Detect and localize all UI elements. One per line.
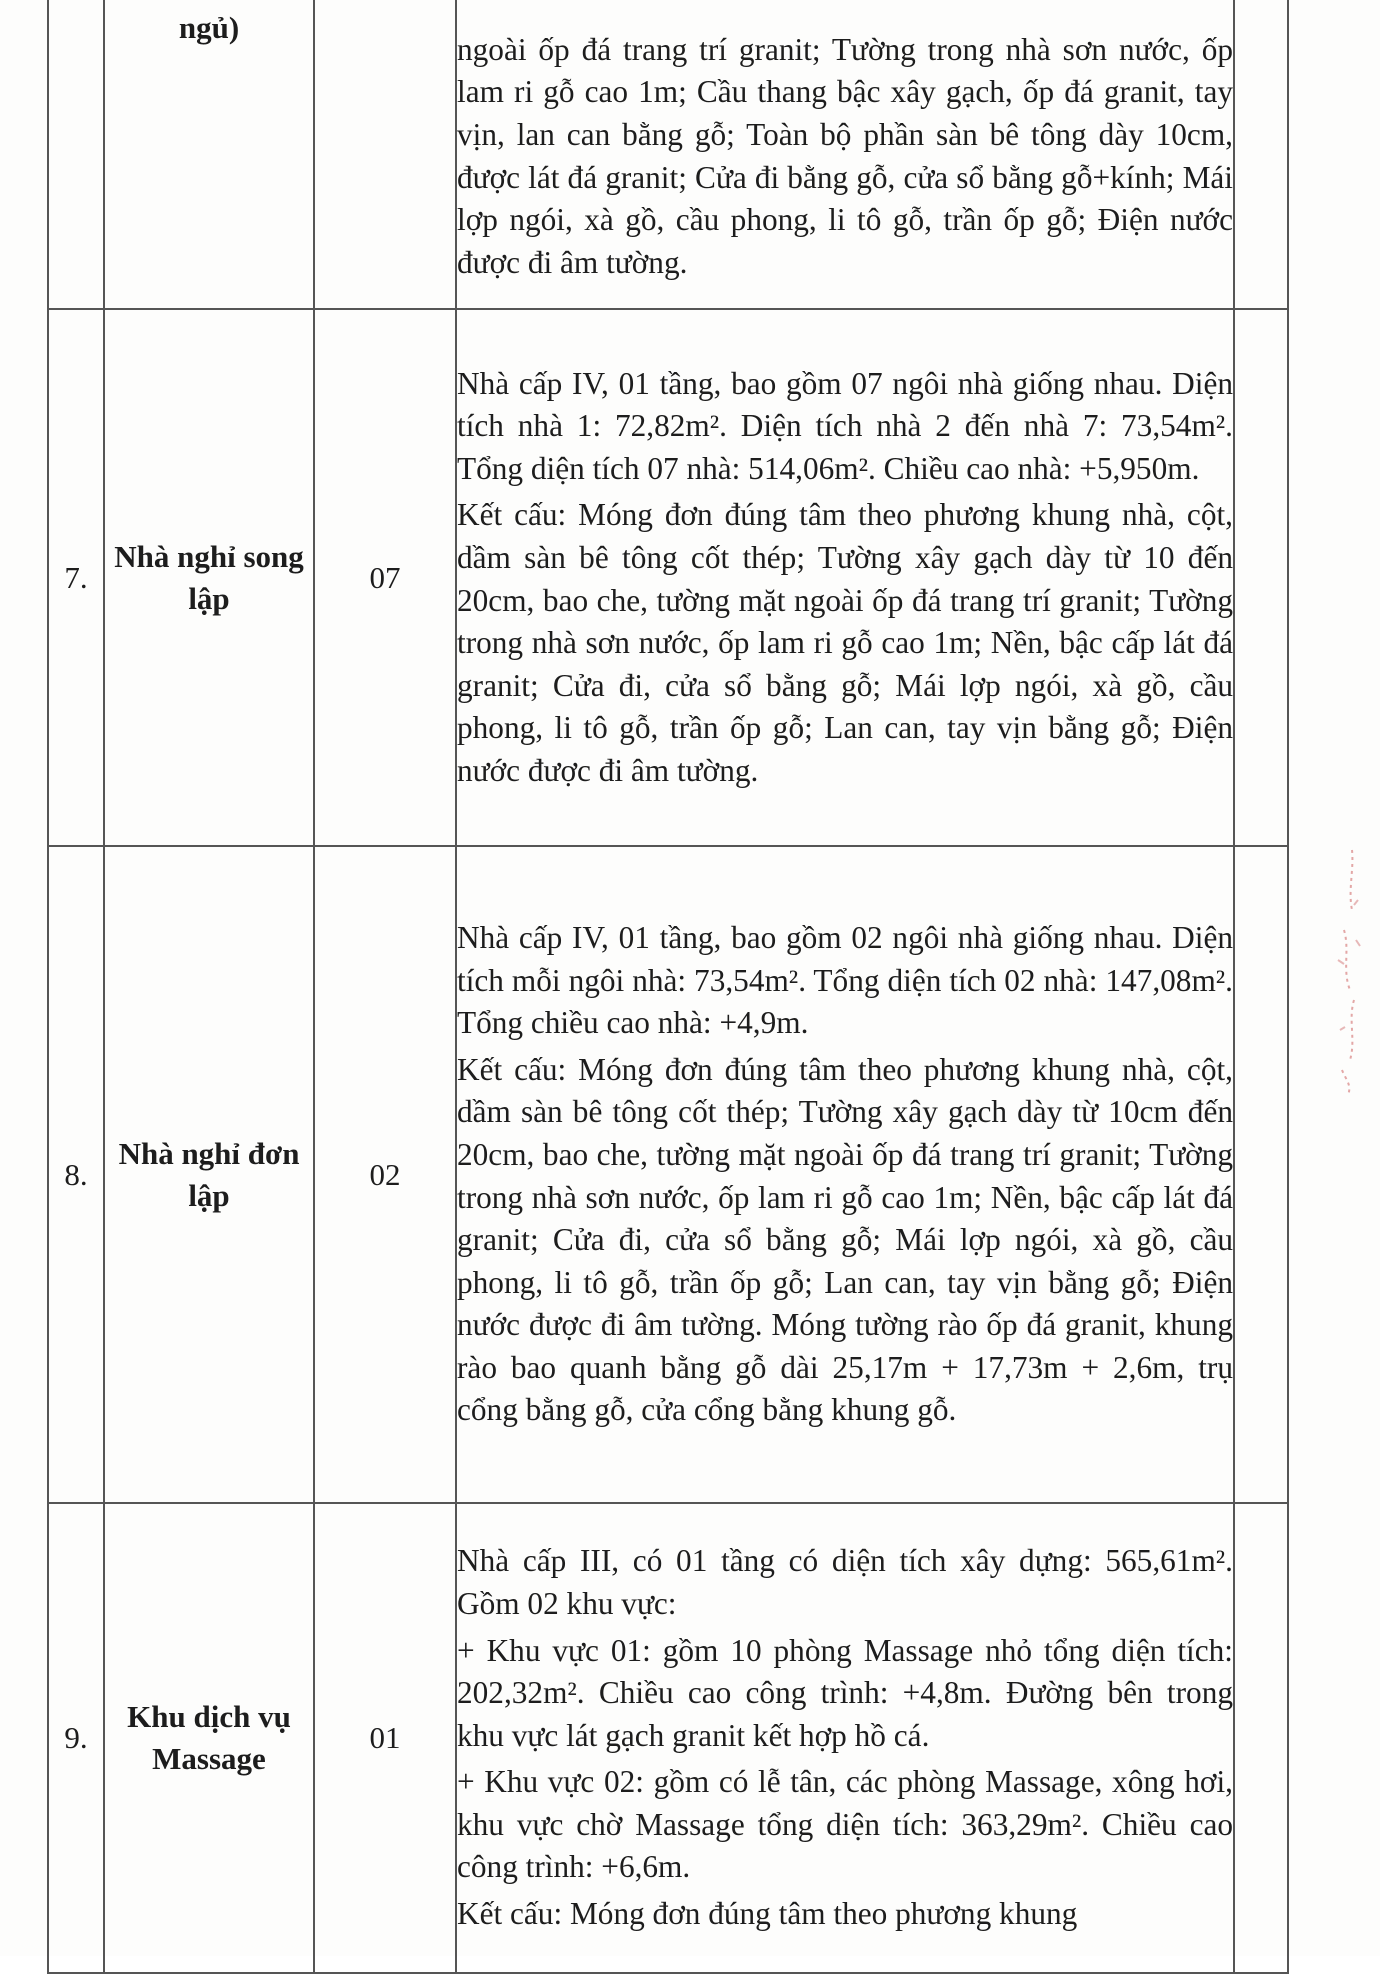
description-paragraph: Kết cấu: Móng đơn đúng tâm theo phương khung — [457, 1896, 1078, 1932]
red-stamp-fragment — [1330, 840, 1366, 1100]
item-name-cell: Nhà nghỉ đơn lập — [104, 846, 314, 1503]
table-row — [48, 1503, 1288, 1973]
note-cell — [1234, 0, 1288, 309]
row-number-cell: 8. — [48, 846, 104, 1503]
quantity-cell: 07 — [314, 309, 456, 846]
quantity-cell: 01 — [314, 1503, 456, 1973]
description-paragraph: Nhà cấp III, có 01 tầng có diện tích xây dựng: 565,61m². Gồm 02 khu vực: — [457, 1543, 1233, 1621]
description-paragraph: Nhà cấp IV, 01 tầng, bao gồm 02 ngôi nhà giống nhau. Diện tích mỗi ngôi nhà: 73,54m². Tổng diện tích 02 nhà: 147,08m². Tổng chiều cao nhà: +4,9m. — [457, 919, 1233, 1041]
description-cell — [456, 846, 1234, 1503]
description-cell — [456, 1503, 1234, 1973]
quantity-cell — [314, 0, 456, 309]
row-number-cell — [48, 0, 104, 309]
table-row — [48, 309, 1288, 846]
note-cell — [1234, 1503, 1288, 1973]
description-paragraph: + Khu vực 02: gồm có lễ tân, các phòng Massage, xông hơi, khu vực chờ Massage tổng diện tích: 363,29m². Chiều cao công trình: +6,6m. — [457, 1764, 1233, 1885]
description-paragraph: ngoài ốp đá trang trí granit; Tường trong nhà sơn nước, ốp lam ri gỗ cao 1m; Cầu thang bậc xây gạch, ốp đá granit, tay vịn, lan can bằng gỗ; Toàn bộ phần sàn bê tông dày 10cm, được lát đá granit; Cửa đi bằng gỗ, cửa sổ bằng gỗ+kính; Mái lợp ngói, xà gồ, cầu phong, li tô gỗ, trần ốp gỗ; Điện nước được đi âm tường. — [457, 31, 1233, 280]
table-row — [48, 0, 1288, 309]
quantity-cell: 02 — [314, 846, 456, 1503]
item-name-cell: Khu dịch vụ Massage — [104, 1503, 314, 1973]
description-cell — [456, 309, 1234, 846]
construction-items-table — [47, 0, 1289, 1974]
table-row — [48, 846, 1288, 1503]
description-paragraph: Kết cấu: Móng đơn đúng tâm theo phương khung nhà, cột, dầm sàn bê tông cốt thép; Tường xây gạch dày từ 10 đến 20cm, bao che, tường mặt ngoài ốp đá trang trí granit; Tường trong nhà sơn nước, ốp lam ri gỗ cao 1m; Nền, bậc cấp lát đá granit; Cửa đi, cửa sổ bằng gỗ; Mái lợp ngói, xà gồ, cầu phong, li tô gỗ, trần ốp gỗ; Lan can, tay vịn bằng gỗ; Điện nước được đi âm tường. — [457, 497, 1233, 788]
note-cell — [1234, 846, 1288, 1503]
row-number-cell: 7. — [48, 309, 104, 846]
description-paragraph: + Khu vực 01: gồm 10 phòng Massage nhỏ tổng diện tích: 202,32m². Chiều cao công trình: +4,8m. Đường bên trong khu vực lát gạch granit kết hợp hồ cá. — [457, 1632, 1233, 1753]
description-cell — [456, 0, 1234, 309]
item-name-cell: ngủ) — [104, 0, 314, 309]
description-paragraph: Nhà cấp IV, 01 tầng, bao gồm 07 ngôi nhà giống nhau. Diện tích nhà 1: 72,82m². Diện tích nhà 2 đến nhà 7: 73,54m². Tổng diện tích 07 nhà: 514,06m². Chiều cao nhà: +5,950m. — [457, 365, 1233, 486]
note-cell — [1234, 309, 1288, 846]
row-number-cell: 9. — [48, 1503, 104, 1973]
item-name-cell: Nhà nghỉ song lập — [104, 309, 314, 846]
description-paragraph: Kết cấu: Móng đơn đúng tâm theo phương khung nhà, cột, dầm sàn bê tông cốt thép; Tường xây gạch dày từ 10cm đến 20cm, bao che, tường mặt ngoài ốp đá trang trí granit; Tường trong nhà sơn nước, ốp lam ri gỗ cao 1m; Nền, bậc cấp lát đá granit; Cửa đi, cửa sổ bằng gỗ; Mái lợp ngói, xà gồ, cầu phong, li tô gỗ, trần ốp gỗ; Lan can, tay vịn bằng gỗ; Điện nước được đi âm tường. Móng tường rào ốp đá granit, khung rào bao quanh bằng gỗ dài 25,17m + 17,73m + 2,6m, trụ cổng bằng gỗ, cửa cổng bằng khung gỗ. — [457, 1051, 1233, 1428]
